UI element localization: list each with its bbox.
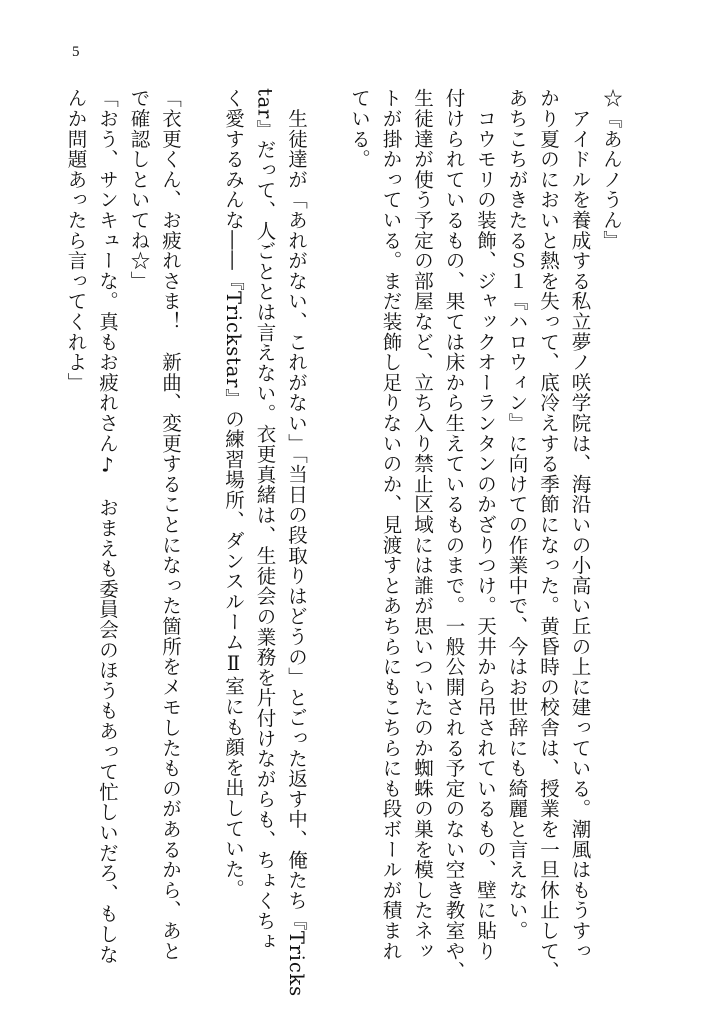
- paragraph-gap: [186, 88, 218, 948]
- text-line: 「おう、サンキューな。真もお疲れさん♪ おまえも委員会のほうもあって忙しいだろ、もしな: [96, 88, 119, 965]
- text-line: んか問題あったら言ってくれよ」: [64, 88, 88, 393]
- text-line: で確認しといてね☆」: [127, 88, 151, 291]
- text-line: 生徒達が使う予定の部屋など、立ち入り禁止区域には誰が思いついたのか蜘蛛の巣を模したネッ: [411, 88, 434, 961]
- paragraph-gap: [312, 88, 344, 948]
- text-line: 生徒達が「あれがない、これがない」「当日の段取りはどうの」とごった返す中、俺たち『Tricks: [285, 88, 308, 997]
- text-line: tar』だって、人ごととは言えない。衣更真緒は、生徒会の業務を片付けながらも、ちょくちょ: [253, 88, 277, 952]
- text-line: トが掛かっている。まだ装飾し足りないのか、見渡すとあちらにもこちらにも段ボールが積まれ: [379, 88, 403, 961]
- text-line: ☆『あんノうん』: [600, 88, 623, 251]
- text-line: コウモリの装飾、ジャックオーランタンのかざりつけ。天井から吊されているもの、壁に貼り: [474, 88, 497, 961]
- text-line: あちこちがきたるＳ１『ハロウィン』に向けての作業中で、今はお世辞にも綺麗と言えない。: [505, 88, 529, 941]
- text-line: 付けられているもの、果ては床から生えているものまで。一般公開される予定のない空き教室や、: [442, 88, 466, 982]
- text-line: 「衣更くん、お疲れさま！ 新曲、変更することになった箇所をメモしたものがあるから、あと: [159, 88, 182, 961]
- text-line: く愛するみんな――『Trickstar』の練習場所、ダンスルームⅡ室にも顔を出していた。: [222, 88, 245, 900]
- vertical-text-body: [60, 88, 627, 997]
- text-line: ている。: [348, 88, 371, 170]
- page-number: 5: [72, 44, 80, 60]
- text-line: アイドルを養成する私立夢ノ咲学院は、海沿いの小高い丘の上に建っている。潮風はもうすっ: [568, 88, 592, 961]
- text-line: かり夏のにおいと熱を失って、底冷えする季節になった。黄昏時の校舎は、授業を一旦休止して、: [537, 88, 560, 982]
